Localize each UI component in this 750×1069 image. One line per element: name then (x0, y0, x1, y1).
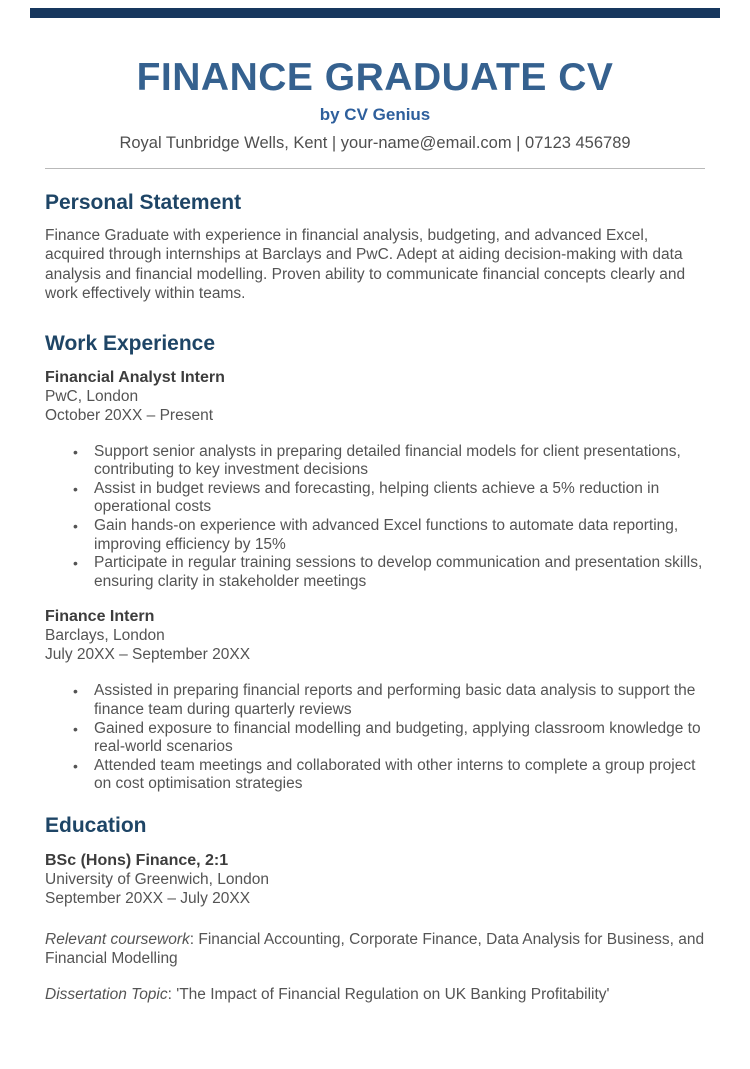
cv-header (0, 56, 750, 153)
bullet-text: Gained exposure to financial modelling and budgeting, applying classroom knowledge to real-world scenarios (94, 719, 701, 756)
list-item (69, 554, 705, 591)
list-item (69, 682, 705, 719)
job-title: Financial Analyst Intern (45, 368, 225, 386)
job-dates: July 20XX – September 20XX (45, 646, 251, 664)
dissertation-text: : 'The Impact of Financial Regulation on UK Banking Profitability' (167, 985, 610, 1003)
cv-page (0, 8, 750, 1069)
bullet-text: Gain hands-on experience with advanced Excel functions to automate data reporting, improving efficiency by 15% (94, 517, 679, 553)
dissertation-label: Dissertation Topic (45, 985, 168, 1003)
bullet-icon: • (73, 443, 78, 460)
bullet-text: Assisted in preparing financial reports and performing basic data analysis to support the finance team during quarterly reviews (94, 682, 696, 718)
dissertation-line (45, 985, 705, 1004)
cv-content (0, 190, 750, 1004)
job-bullet-list (45, 443, 705, 592)
bullet-icon: • (73, 683, 78, 700)
education-heading: Education (45, 813, 147, 837)
bullet-text: Participate in regular training sessions to develop communication and presentation skills, ensuring clarity in stakeholder meetings (94, 554, 703, 590)
coursework-label: Relevant coursework (45, 930, 190, 948)
work-experience-heading: Work Experience (45, 331, 216, 355)
coursework-line (45, 930, 705, 969)
list-item (69, 720, 705, 757)
personal-statement-body: Finance Graduate with experience in financial analysis, budgeting, and advanced Excel, acquired through internships at Barclays and PwC. Adept at aiding decision-making with data analysis and financial modelling. Proven ability to communicate financial concepts clearly and work effectively within teams. (45, 227, 686, 303)
bullet-icon: • (73, 480, 78, 497)
job-company: Barclays, London (45, 627, 165, 645)
education-dates: September 20XX – July 20XX (45, 889, 251, 907)
bullet-text: Support senior analysts in preparing detailed financial models for client presentations, contributing to key investment decisions (94, 442, 681, 479)
degree-title: BSc (Hons) Finance, 2:1 (45, 851, 229, 869)
coursework-text: : Financial Accounting, Corporate Finance, Data Analysis for Business, and Financial Modelling (45, 930, 705, 968)
job-bullet-list (45, 682, 705, 794)
list-item (69, 757, 705, 794)
header-divider (45, 168, 705, 169)
bullet-icon: • (73, 720, 78, 737)
personal-statement-heading: Personal Statement (45, 191, 242, 214)
contact-line: Royal Tunbridge Wells, Kent | your-name@email.com | 07123 456789 (119, 134, 631, 152)
bullet-icon: • (73, 555, 78, 572)
job-company: PwC, London (45, 387, 139, 405)
bullet-text: Attended team meetings and collaborated with other interns to complete a group project on cost optimisation strategies (94, 756, 696, 793)
job-dates: October 20XX – Present (45, 406, 214, 424)
job-title: Finance Intern (45, 608, 155, 626)
list-item (69, 517, 705, 554)
cv-byline: by CV Genius (319, 105, 431, 124)
bullet-icon: • (73, 518, 78, 534)
bullet-text: Assist in budget reviews and forecasting, helping clients achieve a 5% reduction in operational costs (94, 479, 660, 516)
top-accent-bar (30, 8, 720, 18)
list-item (69, 480, 705, 517)
list-item (69, 443, 705, 480)
school-name: University of Greenwich, London (45, 870, 270, 888)
bullet-icon: • (73, 757, 78, 774)
cv-title: FINANCE GRADUATE CV (136, 56, 614, 99)
